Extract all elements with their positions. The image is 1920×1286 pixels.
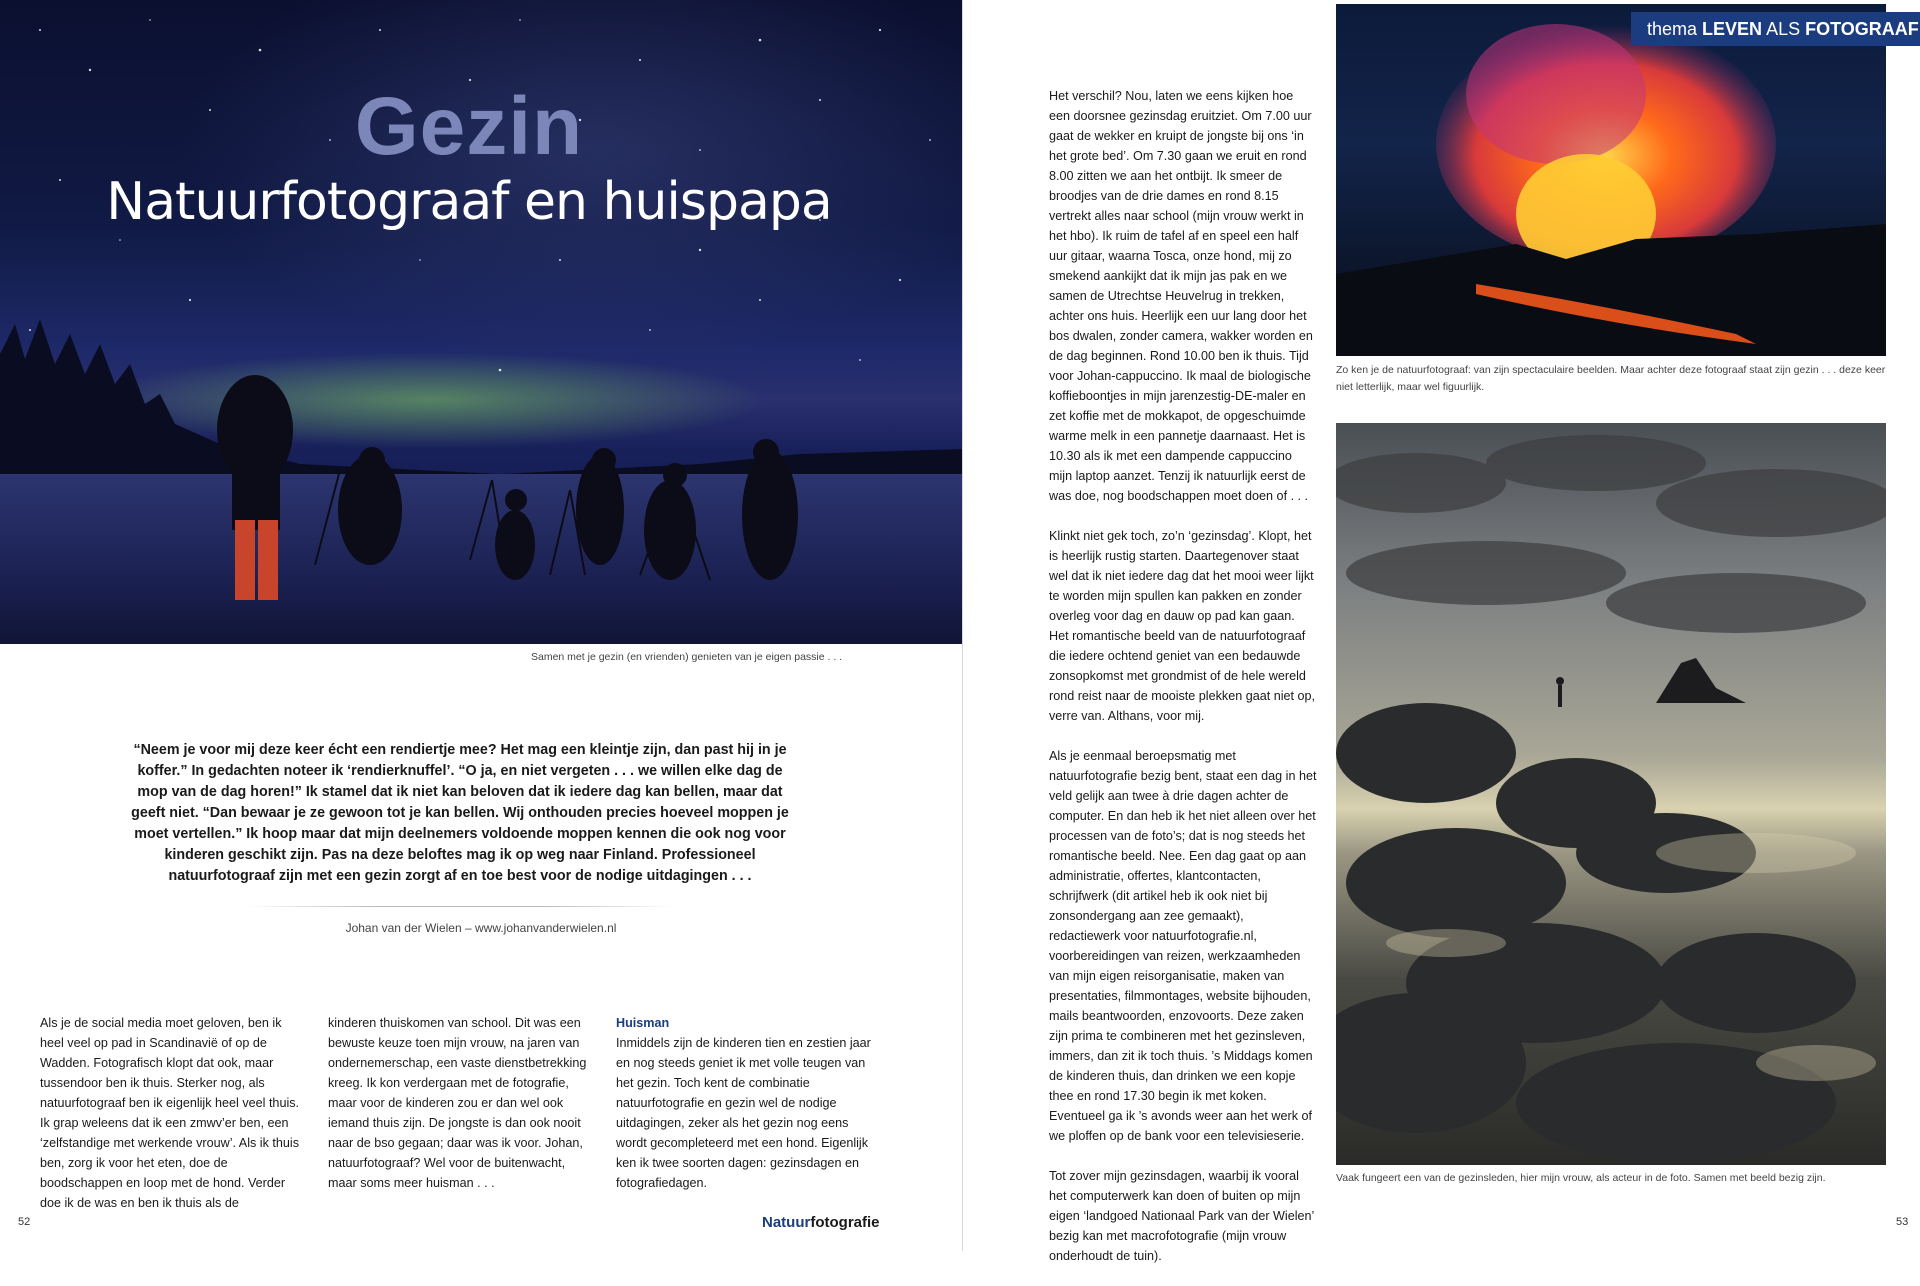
author-byline: Johan van der Wielen – www.johanvanderwielen.nl	[345, 921, 617, 935]
divider	[245, 906, 675, 907]
body-column-1: Als je de social media moet geloven, ben ik heel veel op pad in Scandinavië of op de Wadden. Fotografisch klopt dat ook, maar tussendoor ben ik thuis. Sterker nog, als natuurfotograaf ben ik eigenlijk heel veel thuis. Ik grap weleens dat ik een zmwv’er ben, een ‘zelfstandige met werkende vrouw’. Als ik thuis ben, zorg ik voor het eten, doe de boodschappen en loop met de hond. Verder doe ik de was en ben ik thuis als de	[40, 1016, 300, 1210]
right-page	[962, 0, 1920, 1263]
paragraph: Tot zover mijn gezinsdagen, waarbij ik vooral het computerwerk kan doen of buiten op mijn eigen ‘landgoed Nationaal Park van der Wielen’ bezig kan met macrofotografie (mijn vrouw onderhoudt de tuin).	[1049, 1169, 1314, 1263]
section-heading-huisman: Huisman	[616, 1016, 670, 1030]
body-column-3-text: Inmiddels zijn de kinderen tien en zestien jaar en nog steeds geniet ik met volle teugen van het gezin. Toch kent de combinatie natuurfotografie en gezin wel de nodige uitdagingen, zeker als het gezin nog eens wordt gecompleteerd met een hond. Eigenlijk ken ik twee soorten dagen: gezinsdagen en fotografiedagen.	[616, 1036, 871, 1190]
right-body-text	[1049, 86, 1317, 1286]
body-column-2: kinderen thuiskomen van school. Dit was een bewuste keuze toen mijn vrouw, na jaren van ondernemerschap, een vaste dienstbetrekking kreeg. Ik kon verdergaan met de fotografie, maar voor de kinderen zou er dan wel ook iemand thuis zijn. De jongste is dan ook nooit naar de bso gegaan; daar was ik voor. Johan, natuurfotograaf? Wel voor de buitenwacht, maar soms meer huisman . . .	[328, 1016, 587, 1190]
hero-photo-northern-lights	[0, 0, 962, 644]
paragraph: Als je eenmaal beroepsmatig met natuurfotografie bezig bent, staat een dag in het veld gelijk aan twee à drie dagen achter de computer. En dan heb ik het niet alleen over het processen van de foto’s; dat is nog steeds het romantische beeld. Nee. Een dag gaat op aan administratie, offertes, klantcontacten, schrijfwerk (dit artikel heb ik ook niet bij zonsondergang aan zee gemaakt), redactiewerk voor natuurfotografie.nl, voorbereidingen van reizen, werkzaamheden van mijn eigen reisorganisatie, maken van presentaties, filmmontages, website bijhouden, mails beantwoorden, enzovoorts. Deze zaken zijn prima te combineren met het gezinsleven, immers, dan zit ik toch thuis. ’s Middags komen de kinderen thuis, dan drinken we een kopje thee en rond 17.30 begin ik met koken. Eventueel ga ik ’s avonds weer aan het werk of we ploffen op de bank voor een televisieserie.	[1049, 749, 1317, 1143]
volcano-caption: Zo ken je de natuurfotograaf: van zijn spectaculaire beelden. Maar achter deze fotograaf staat zijn gezin . . . deze keer niet letterlijk, maar wel figuurlijk.	[1336, 364, 1886, 393]
magazine-logo: Natuurfotografie	[762, 1214, 880, 1231]
volcano-photo	[1336, 4, 1886, 356]
article-title: Gezin	[354, 81, 584, 172]
volcano-eruption	[1336, 4, 1886, 356]
section-theme-label: thema LEVEN ALS FOTOGRAAF	[1631, 12, 1920, 46]
paragraph: Het verschil? Nou, laten we eens kijken hoe een doorsnee gezinsdag eruitziet. Om 7.00 uur gaat de wekker en kruipt de jongste bij ons ‘in het grote bed’. Om 7.30 gaan we eruit en rond 8.00 zitten we aan het ontbijt. Ik smeer de broodjes van de drie dames en rond 8.15 vertrekt alles naar school (mijn vrouw werkt in het hbo). Ik ruim de tafel af en speel een half uur gitaar, waarna Tosca, onze hond, mij zo smekend aankijkt dat ik mijn jas pak en we samen de Utrechtse Heuvelrug in trekken, achter ons huis. Heerlijk een uur lang door het bos dwalen, zonder camera, wakker worden en de dag beginnen. Rond 10.00 ben ik thuis. Tijd voor Johan-cappuccino. Ik maal de biologische koffieboontjes in mijn jarenzestig-DE-maler en zet koffie met de mokkapot, de opgeschuimde warme melk in een pannetje daarnaast. Het is 10.30 als ik met een dampende cappuccino mijn laptop aanzet. Tenzij ik natuurlijk eerst de was doe, nog boodschappen moet doen of . . .	[1049, 89, 1313, 503]
article-subtitle: Natuurfotograaf en huispapa	[106, 172, 832, 232]
body-column-3	[616, 1013, 878, 1193]
seascape-photo	[1336, 423, 1886, 1165]
seascape-caption: Vaak fungeert een van de gezinsleden, hier mijn vrouw, als acteur in de foto. Samen met beeld bezig zijn.	[1336, 1172, 1826, 1184]
coastal-rocks-scene	[1336, 423, 1886, 1165]
paragraph: Klinkt niet gek toch, zo’n ‘gezinsdag’. Klopt, het is heerlijk rustig starten. Daartegenover staat wel dat ik niet iedere dag dat het mooi weer lijkt te worden mijn spullen kan pakken en zonder overleg voor dag en dauw op pad kan gaan. Het romantische beeld van de natuurfotograaf die iedere ochtend geniet van een bedauwde zonsopkomst met grondmist of de hele wereld rond reist naar de mooiste plekken gaat niet op, verre van. Althans, voor mij.	[1049, 529, 1316, 723]
intro-paragraph: “Neem je voor mij deze keer écht een rendiertje mee? Het mag een kleintje zijn, dan past hij in je koffer.” In gedachten noteer ik ‘rendierknuffel’. “O ja, en niet vergeten . . . we willen elke dag de mop van de dag horen!” Ik stamel dat ik niet kan beloven dat ik iedere dag kan bellen, maar dat geeft niet. “Dan bewaar je ze gewoon tot je kan bellen. Wij onthouden precies hoeveel moppen je moet vertellen.” Ik hoop maar dat mijn deelnemers voldoende moppen kennen die ook nog voor kinderen geschikt zijn. Pas na deze beloftes mag ik op weg naar Finland. Professioneel natuurfotograaf zijn met een gezin zorgt af en toe best voor de nodige uitdagingen . . .	[131, 742, 789, 884]
page-number-right: 53	[1896, 1216, 1909, 1228]
left-page	[0, 0, 962, 1251]
hero-caption: Samen met je gezin (en vrienden) genieten van je eigen passie . . .	[531, 651, 843, 663]
page-number-left: 52	[18, 1216, 31, 1228]
